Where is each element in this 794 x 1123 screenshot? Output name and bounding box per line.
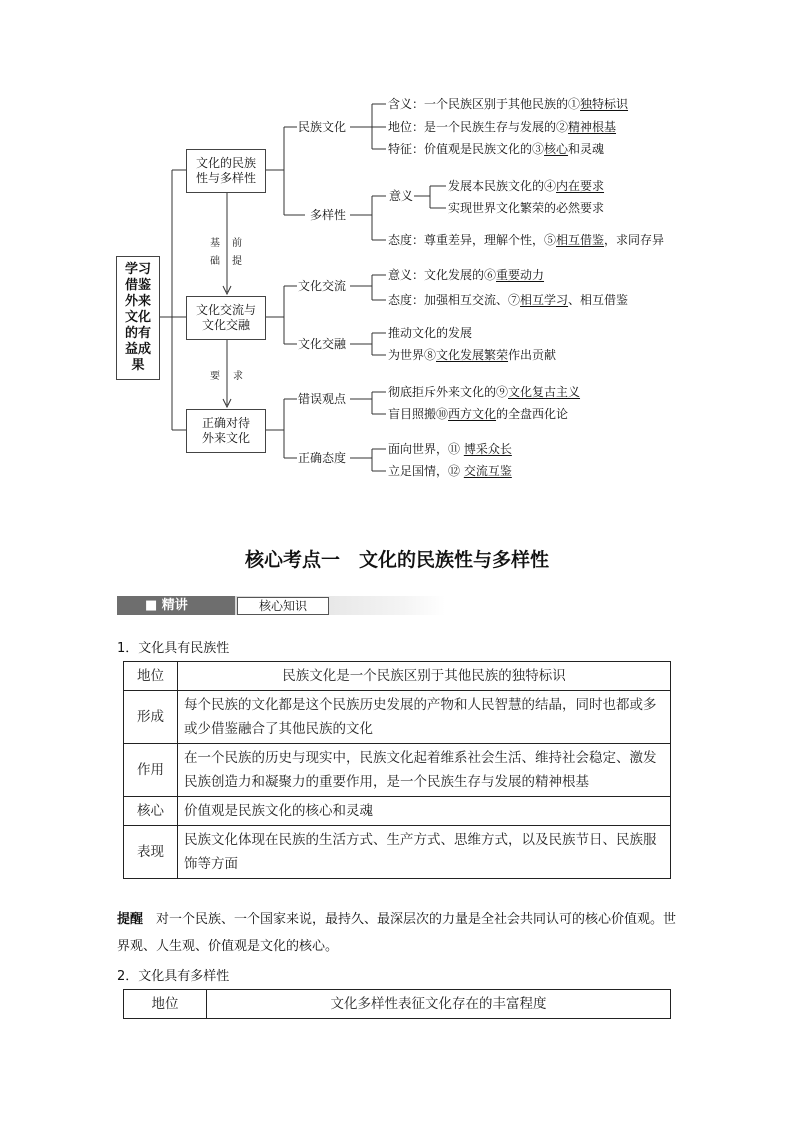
leaf-jl-taidu: [388, 293, 628, 307]
reminder-label: 提醒: [117, 912, 144, 927]
header-bar-dark-label: ■ 精讲: [145, 598, 188, 613]
branch-duoyang: 多样性: [310, 208, 347, 222]
leaf-zq2-pre: 立足国情，⑫: [388, 464, 464, 478]
leaf-jr2-answer: 文化发展繁荣: [436, 348, 509, 362]
leaf-cw2: [388, 407, 568, 421]
leaf-diwei: [388, 120, 616, 134]
leaf-yiyi1: [448, 179, 604, 193]
leaf-cw2-post: 的全盘西化论: [496, 407, 569, 421]
link-label-jichu: 基础: [210, 238, 220, 267]
leaf-jr2-pre: 为世界⑧: [388, 348, 437, 362]
leaf-taidu-pre: 态度：尊重差异，理解个性，⑤: [388, 233, 557, 247]
reminder-text: 对一个民族、一个国家来说，最持久、最深层次的力量是全社会共同认可的核心价值观。世界观、人生观、价值观是文化的核心。: [117, 912, 677, 954]
leaf-hanyi: [388, 97, 628, 111]
leaf-jl-taidu-answer: 相互学习: [520, 293, 569, 307]
mind-map-connectors: [0, 0, 794, 500]
branch-jiaoliu: 文化交流: [298, 279, 347, 293]
subsection-1-title: 1．文化具有民族性: [117, 641, 230, 656]
leaf-hanyi-pre: 含义：一个民族区别于其他民族的①: [388, 97, 581, 111]
table-value: 价值观是民族文化的核心和灵魂: [178, 797, 671, 826]
leaf-diwei-pre: 地位：是一个民族生存与发展的②: [388, 120, 569, 134]
leaf-cw2-answer: 西方文化: [448, 407, 497, 421]
mindmap-node-2: [186, 296, 266, 340]
table-row: [124, 691, 671, 744]
mindmap-node-1-text: 文化的民族性与多样性: [195, 156, 256, 185]
leaf-yiyi1-answer: 内在要求: [556, 179, 605, 193]
leaf-cw1-answer: 文化复古主义: [508, 385, 581, 399]
mindmap-node-3: [186, 409, 266, 453]
table-row: [124, 797, 671, 826]
leaf-jl-taidu-post: 、相互借鉴: [568, 293, 629, 307]
leaf-jr1: 推动文化的发展: [388, 326, 473, 340]
table-value: 文化多样性表征文化存在的丰富程度: [207, 990, 671, 1019]
mindmap-node-2-text: 文化交流与文化交融: [195, 303, 256, 332]
leaf-yiyi1-pre: 发展本民族文化的④: [448, 179, 557, 193]
leaf-cw1: [388, 385, 580, 399]
link-label-qiu: 求: [233, 371, 243, 382]
leaf-cw2-pre: 盲目照搬⑩: [388, 407, 449, 421]
branch-zhengque: 正确态度: [298, 451, 347, 465]
leaf-zq1-answer: 博采众长: [463, 442, 512, 456]
leaf-taidu-post: ，求同存异: [604, 233, 665, 247]
branch-jiaorong: 文化交融: [298, 337, 347, 351]
table-value: 民族文化体现在民族的生活方式、生产方式、思维方式，以及民族节日、民族服饰等方面: [178, 826, 671, 879]
leaf-tezheng-pre: 特征：价值观是民族文化的③: [388, 142, 545, 156]
leaf-zq1: [388, 442, 512, 456]
leaf-hanyi-answer: 独特标识: [580, 97, 629, 111]
table-minzu: [123, 661, 671, 879]
mindmap-root-text: 学习借鉴外来文化的有益成果: [124, 262, 151, 373]
reminder-note: [117, 906, 677, 960]
table-value: 每个民族的文化都是这个民族历史发展的产物和人民智慧的结晶，同时也都或多或少借鉴融合了其他民族的文化: [178, 691, 671, 744]
mindmap-node-1: [186, 149, 266, 193]
table-value: 在一个民族的历史与现实中，民族文化起着维系社会生活、维持社会稳定、激发民族创造力和凝聚力的重要作用，是一个民族生存与发展的精神根基: [178, 744, 671, 797]
leaf-jl-yiyi-answer: 重要动力: [496, 268, 545, 282]
leaf-jr2-post: 作出贡献: [508, 348, 557, 362]
branch-cuowu: 错误观点: [298, 392, 347, 406]
leaf-jl-taidu-pre: 态度：加强相互交流、⑦: [388, 293, 521, 307]
leaf-jr2: [388, 348, 556, 362]
table-key: 地位: [124, 662, 178, 691]
branch-minzu: 民族文化: [298, 120, 347, 134]
leaf-taidu: [388, 233, 664, 247]
table-value: 民族文化是一个民族区别于其他民族的独特标识: [178, 662, 671, 691]
table-row: [124, 662, 671, 691]
leaf-zq1-pre: 面向世界，⑪: [388, 442, 464, 456]
table-duoyang: [123, 989, 671, 1019]
header-bar-dark: [117, 596, 235, 615]
leaf-tezheng-post: 和灵魂: [568, 142, 605, 156]
table-row: [124, 990, 671, 1019]
leaf-tezheng-answer: 核心: [544, 142, 569, 156]
mindmap-root: [116, 256, 160, 380]
leaf-yiyi2: 实现世界文化繁荣的必然要求: [448, 201, 605, 215]
table-row: [124, 744, 671, 797]
subsection-2-title: 2．文化具有多样性: [117, 969, 230, 984]
link-label-qianti: 前提: [232, 238, 242, 267]
branch-yiyi: 意义: [389, 189, 414, 203]
leaf-zq2-answer: 交流互鉴: [463, 464, 512, 478]
header-bar-label: 核心知识: [237, 597, 329, 615]
mindmap-node-3-text: 正确对待外来文化: [201, 416, 250, 445]
section-title: 核心考点一 文化的民族性与多样性: [244, 549, 549, 571]
link-label-yao: 要: [210, 371, 220, 382]
table-key: 地位: [124, 990, 207, 1019]
leaf-diwei-answer: 精神根基: [568, 120, 617, 134]
table-key: 作用: [124, 744, 178, 797]
leaf-jl-yiyi: [388, 268, 544, 282]
table-key: 形成: [124, 691, 178, 744]
leaf-taidu-answer: 相互借鉴: [556, 233, 605, 247]
section-header-bar: [117, 596, 432, 616]
table-row: [124, 826, 671, 879]
table-key: 表现: [124, 826, 178, 879]
table-key: 核心: [124, 797, 178, 826]
leaf-tezheng: [388, 142, 604, 156]
leaf-cw1-pre: 彻底拒斥外来文化的⑨: [388, 385, 509, 399]
leaf-zq2: [388, 464, 512, 478]
leaf-jl-yiyi-pre: 意义：文化发展的⑥: [388, 268, 497, 282]
